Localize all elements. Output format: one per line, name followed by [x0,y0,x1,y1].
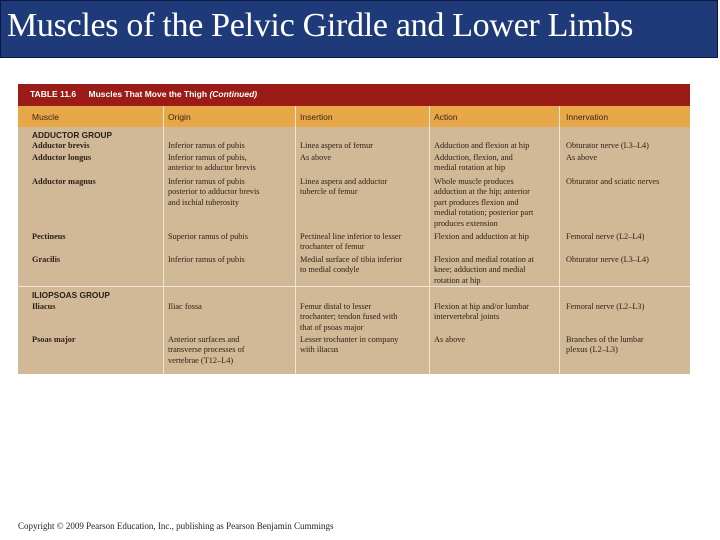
row-gracilis-action: Flexion and medial rotation at knee; adduction and medial rotation at hip [434,255,535,285]
copyright-notice: Copyright © 2009 Pearson Education, Inc., publishing as Pearson Benjamin Cummings [18,521,334,531]
row-psoas-major-action: As above [434,335,466,344]
row-gracilis-origin: Inferior ramus of pubis [168,255,245,264]
row-adductor-magnus-muscle: Adductor magnus [32,177,96,186]
slide-title: Muscles of the Pelvic Girdle and Lower Limbs [7,7,634,44]
table-header-bar [18,84,690,106]
row-psoas-major-muscle: Psoas major [32,335,76,344]
table-continued: (Continued) [209,89,258,99]
row-adductor-longus-origin: Inferior ramus of pubis, anterior to adductor brevis [168,153,256,173]
row-adductor-magnus-innervation: Obturator and sciatic nerves [566,177,660,186]
row-psoas-major-origin: Anterior surfaces and transverse processes of vertebrae (T12–L4) [168,335,245,365]
row-adductor-brevis-muscle: Adductor brevis [32,141,90,150]
row-adductor-magnus-origin: Inferior ramus of pubis posterior to adductor brevis and ischial tuberosity [168,177,260,207]
row-adductor-longus-muscle: Adductor longus [32,153,92,162]
table-number: TABLE 11.6 [30,89,77,99]
row-iliacus-insertion: Femur distal to lesser trochanter; tendon fused with that of psoas major [300,302,398,332]
column-header-origin: Origin [168,112,191,122]
group-divider [18,286,690,287]
row-iliacus-origin: Iliac fossa [168,302,202,311]
row-pectineus-innervation: Femoral nerve (L2–L4) [566,232,645,241]
row-adductor-magnus-insertion: Linea aspera and adductor tubercle of femur [300,177,388,197]
column-divider [163,106,164,374]
table-caption [30,89,257,99]
group-title-adductor: ADDUCTOR GROUP [32,130,113,140]
row-adductor-brevis-origin: Inferior ramus of pubis [168,141,245,150]
row-pectineus-origin: Superior ramus of pubis [168,232,248,241]
row-psoas-major-insertion: Lesser trochanter in company with iliacus [300,335,399,355]
row-adductor-magnus-action: Whole muscle produces adduction at the hip; anterior part produces flexion and medial rotation; posterior part produces extension [434,177,534,228]
column-header-action: Action [434,112,458,122]
column-divider [295,106,296,374]
row-adductor-longus-innervation: As above [566,153,598,162]
row-pectineus-action: Flexion and adduction at hip [434,232,529,241]
row-psoas-major-innervation: Branches of the lumbar plexus (L2–L3) [566,335,644,355]
column-header-insertion: Insertion [300,112,333,122]
row-gracilis-muscle: Gracilis [32,255,61,264]
row-iliacus-action: Flexion at hip and/or lumbar intervertebral joints [434,302,529,322]
row-iliacus-innervation: Femoral nerve (L2–L3) [566,302,645,311]
row-adductor-longus-insertion: As above [300,153,332,162]
slide-title-bar [0,0,718,58]
column-divider [429,106,430,374]
column-header-row [18,106,690,127]
column-header-innervation: Innervation [566,112,609,122]
column-header-muscle: Muscle [32,112,59,122]
row-iliacus-muscle: Iliacus [32,302,56,311]
row-pectineus-insertion: Pectineal line inferior to lesser trochanter of femur [300,232,402,252]
row-gracilis-insertion: Medial surface of tibia inferior to medial condyle [300,255,403,275]
table-name: Muscles That Move the Thigh [88,89,208,99]
row-adductor-brevis-action: Adduction and flexion at hip [434,141,530,150]
row-pectineus-muscle: Pectineus [32,232,66,241]
row-adductor-brevis-innervation: Obturator nerve (L3–L4) [566,141,649,150]
row-adductor-longus-action: Adduction, flexion, and medial rotation at hip [434,153,513,173]
muscle-table [18,84,690,374]
group-title-iliopsoas: ILIOPSOAS GROUP [32,290,110,300]
row-gracilis-innervation: Obturator nerve (L3–L4) [566,255,649,264]
row-adductor-brevis-insertion: Linea aspera of femur [300,141,374,150]
column-divider [559,106,560,374]
